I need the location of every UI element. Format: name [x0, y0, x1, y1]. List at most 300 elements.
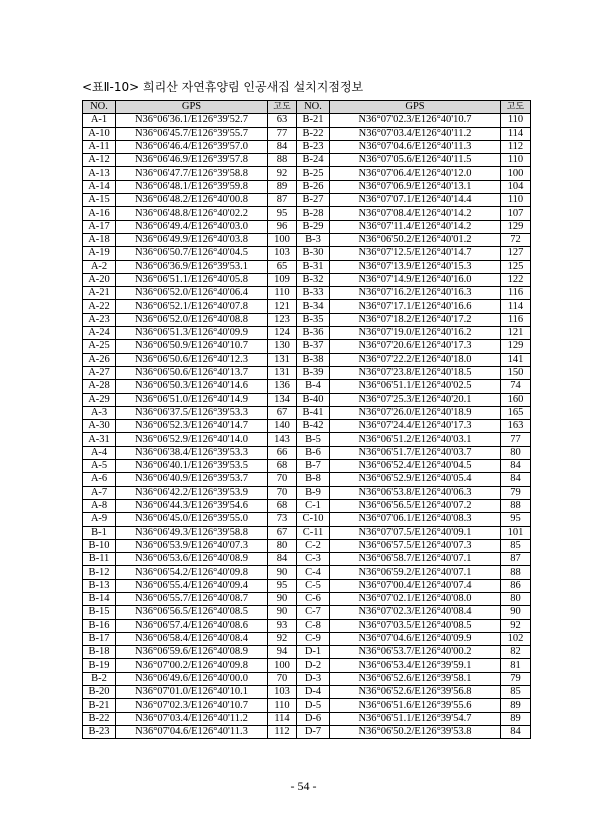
cell-gps-left: N36°06'45.0/E126°39'55.0 — [116, 513, 268, 526]
table-row — [83, 473, 531, 486]
cell-no-left: A-16 — [83, 207, 116, 220]
cell-gps-left: N36°06'49.3/E126°39'58.8 — [116, 526, 268, 539]
cell-altitude-left: 100 — [268, 233, 297, 246]
cell-no-right: C-9 — [297, 632, 330, 645]
cell-gps-right: N36°07'18.2/E126°40'17.2 — [330, 313, 501, 326]
cell-gps-right: N36°07'20.6/E126°40'17.3 — [330, 340, 501, 353]
cell-altitude-right: 85 — [501, 539, 531, 552]
table-row — [83, 579, 531, 592]
cell-altitude-left: 88 — [268, 154, 297, 167]
cell-gps-left: N36°06'38.4/E126°39'53.3 — [116, 446, 268, 459]
cell-no-left: B-10 — [83, 539, 116, 552]
cell-altitude-left: 87 — [268, 194, 297, 207]
cell-no-left: A-4 — [83, 446, 116, 459]
cell-altitude-left: 89 — [268, 180, 297, 193]
table-row — [83, 220, 531, 233]
cell-gps-right: N36°06'51.6/E126°39'55.6 — [330, 699, 501, 712]
cell-no-left: A-14 — [83, 180, 116, 193]
cell-altitude-right: 163 — [501, 420, 531, 433]
cell-no-right: C-1 — [297, 499, 330, 512]
cell-altitude-right: 89 — [501, 699, 531, 712]
table-row — [83, 366, 531, 379]
cell-no-right: B-32 — [297, 273, 330, 286]
cell-altitude-left: 96 — [268, 220, 297, 233]
cell-no-right: B-8 — [297, 473, 330, 486]
cell-altitude-right: 102 — [501, 632, 531, 645]
header-gps-right: GPS — [330, 101, 501, 114]
cell-altitude-right: 160 — [501, 393, 531, 406]
cell-no-right: B-40 — [297, 393, 330, 406]
header-no-left: NO. — [83, 101, 116, 114]
cell-gps-left: N36°06'36.9/E126°39'53.1 — [116, 260, 268, 273]
cell-gps-right: N36°06'53.7/E126°40'00.2 — [330, 646, 501, 659]
cell-altitude-right: 84 — [501, 460, 531, 473]
table-row — [83, 513, 531, 526]
cell-gps-left: N36°06'48.1/E126°39'59.8 — [116, 180, 268, 193]
table-row — [83, 207, 531, 220]
cell-altitude-right: 104 — [501, 180, 531, 193]
cell-altitude-right: 79 — [501, 486, 531, 499]
cell-gps-right: N36°07'04.6/E126°40'11.3 — [330, 140, 501, 153]
cell-altitude-right: 107 — [501, 207, 531, 220]
cell-no-left: A-19 — [83, 247, 116, 260]
cell-no-right: D-7 — [297, 725, 330, 738]
cell-altitude-left: 84 — [268, 553, 297, 566]
cell-no-left: A-12 — [83, 154, 116, 167]
cell-gps-right: N36°07'17.1/E126°40'16.6 — [330, 300, 501, 313]
cell-no-right: D-6 — [297, 712, 330, 725]
cell-gps-left: N36°06'40.1/E126°39'53.5 — [116, 460, 268, 473]
cell-no-right: B-4 — [297, 380, 330, 393]
cell-gps-right: N36°07'19.0/E126°40'16.2 — [330, 327, 501, 340]
cell-no-left: A-23 — [83, 313, 116, 326]
cell-no-left: B-19 — [83, 659, 116, 672]
cell-no-right: B-33 — [297, 287, 330, 300]
cell-no-right: C-5 — [297, 579, 330, 592]
table-row — [83, 273, 531, 286]
cell-gps-right: N36°07'00.4/E126°40'07.4 — [330, 579, 501, 592]
cell-altitude-right: 77 — [501, 433, 531, 446]
cell-gps-right: N36°06'57.5/E126°40'07.3 — [330, 539, 501, 552]
cell-no-right: D-5 — [297, 699, 330, 712]
cell-no-right: B-42 — [297, 420, 330, 433]
cell-no-left: A-18 — [83, 233, 116, 246]
cell-gps-left: N36°06'48.2/E126°40'00.8 — [116, 194, 268, 207]
cell-no-right: B-30 — [297, 247, 330, 260]
cell-gps-right: N36°06'50.2/E126°40'01.2 — [330, 233, 501, 246]
cell-altitude-right: 116 — [501, 287, 531, 300]
cell-altitude-right: 82 — [501, 646, 531, 659]
cell-gps-left: N36°06'44.3/E126°39'54.6 — [116, 499, 268, 512]
cell-no-right: B-24 — [297, 154, 330, 167]
gps-table — [82, 100, 531, 739]
cell-altitude-right: 101 — [501, 526, 531, 539]
cell-no-right: B-6 — [297, 446, 330, 459]
cell-altitude-right: 86 — [501, 579, 531, 592]
cell-gps-left: N36°06'53.9/E126°40'07.3 — [116, 539, 268, 552]
cell-no-right: D-3 — [297, 672, 330, 685]
table-row — [83, 539, 531, 552]
cell-altitude-right: 114 — [501, 127, 531, 140]
cell-altitude-left: 70 — [268, 672, 297, 685]
cell-altitude-right: 90 — [501, 606, 531, 619]
table-row — [83, 114, 531, 127]
cell-gps-right: N36°07'03.5/E126°40'08.5 — [330, 619, 501, 632]
cell-no-right: C-8 — [297, 619, 330, 632]
cell-altitude-left: 95 — [268, 579, 297, 592]
cell-no-left: A-20 — [83, 273, 116, 286]
table-row — [83, 300, 531, 313]
page-number: - 54 - — [290, 779, 317, 793]
cell-altitude-right: 100 — [501, 167, 531, 180]
cell-gps-left: N36°06'50.9/E126°40'10.7 — [116, 340, 268, 353]
cell-no-right: B-31 — [297, 260, 330, 273]
cell-altitude-right: 81 — [501, 659, 531, 672]
cell-gps-right: N36°06'52.6/E126°39'56.8 — [330, 686, 501, 699]
cell-no-right: C-10 — [297, 513, 330, 526]
cell-altitude-left: 92 — [268, 167, 297, 180]
cell-altitude-right: 87 — [501, 553, 531, 566]
table-caption: <표Ⅱ-10> 희리산 자연휴양림 인공새집 설치지점정보 — [82, 80, 364, 94]
cell-gps-right: N36°06'52.4/E126°40'04.5 — [330, 460, 501, 473]
cell-no-right: B-22 — [297, 127, 330, 140]
table-row — [83, 194, 531, 207]
table-row — [83, 499, 531, 512]
cell-altitude-left: 110 — [268, 699, 297, 712]
cell-altitude-right: 116 — [501, 313, 531, 326]
cell-altitude-left: 131 — [268, 353, 297, 366]
cell-altitude-right: 84 — [501, 725, 531, 738]
cell-no-right: D-2 — [297, 659, 330, 672]
cell-no-left: B-16 — [83, 619, 116, 632]
cell-altitude-right: 88 — [501, 499, 531, 512]
cell-no-right: D-4 — [297, 686, 330, 699]
cell-gps-right: N36°06'53.8/E126°40'06.3 — [330, 486, 501, 499]
cell-altitude-right: 122 — [501, 273, 531, 286]
cell-no-right: B-25 — [297, 167, 330, 180]
cell-no-left: A-22 — [83, 300, 116, 313]
cell-no-left: A-13 — [83, 167, 116, 180]
cell-altitude-left: 77 — [268, 127, 297, 140]
cell-gps-left: N36°06'50.7/E126°40'04.5 — [116, 247, 268, 260]
cell-altitude-right: 80 — [501, 592, 531, 605]
cell-gps-left: N36°07'00.2/E126°40'09.8 — [116, 659, 268, 672]
cell-no-left: A-26 — [83, 353, 116, 366]
cell-no-left: A-31 — [83, 433, 116, 446]
table-row — [83, 686, 531, 699]
cell-altitude-left: 103 — [268, 247, 297, 260]
cell-altitude-right: 150 — [501, 366, 531, 379]
table-row — [83, 486, 531, 499]
cell-no-right: B-41 — [297, 406, 330, 419]
cell-no-left: A-30 — [83, 420, 116, 433]
cell-altitude-left: 90 — [268, 592, 297, 605]
table-row — [83, 393, 531, 406]
cell-no-right: C-4 — [297, 566, 330, 579]
cell-altitude-right: 95 — [501, 513, 531, 526]
cell-altitude-right: 165 — [501, 406, 531, 419]
cell-gps-left: N36°07'02.3/E126°40'10.7 — [116, 699, 268, 712]
cell-gps-right: N36°07'22.2/E126°40'18.0 — [330, 353, 501, 366]
cell-altitude-right: 121 — [501, 327, 531, 340]
cell-gps-right: N36°06'56.5/E126°40'07.2 — [330, 499, 501, 512]
table-row — [83, 553, 531, 566]
cell-gps-left: N36°06'50.6/E126°40'12.3 — [116, 353, 268, 366]
cell-altitude-left: 68 — [268, 460, 297, 473]
cell-gps-left: N36°06'46.9/E126°39'57.8 — [116, 154, 268, 167]
cell-altitude-left: 73 — [268, 513, 297, 526]
cell-altitude-right: 79 — [501, 672, 531, 685]
cell-gps-left: N36°07'01.0/E126°40'10.1 — [116, 686, 268, 699]
cell-no-left: A-1 — [83, 114, 116, 127]
cell-gps-left: N36°06'58.4/E126°40'08.4 — [116, 632, 268, 645]
cell-altitude-right: 72 — [501, 233, 531, 246]
cell-gps-left: N36°06'52.1/E126°40'07.8 — [116, 300, 268, 313]
cell-gps-left: N36°06'45.7/E126°39'55.7 — [116, 127, 268, 140]
cell-no-left: A-17 — [83, 220, 116, 233]
cell-altitude-left: 65 — [268, 260, 297, 273]
cell-altitude-left: 140 — [268, 420, 297, 433]
cell-gps-left: N36°06'55.4/E126°40'09.4 — [116, 579, 268, 592]
table-row — [83, 592, 531, 605]
table-row — [83, 260, 531, 273]
cell-no-left: B-12 — [83, 566, 116, 579]
cell-altitude-left: 114 — [268, 712, 297, 725]
cell-altitude-left: 121 — [268, 300, 297, 313]
cell-gps-right: N36°06'51.1/E126°39'54.7 — [330, 712, 501, 725]
cell-altitude-left: 134 — [268, 393, 297, 406]
table-row — [83, 659, 531, 672]
cell-altitude-right: 89 — [501, 712, 531, 725]
cell-altitude-right: 141 — [501, 353, 531, 366]
header-no-right: NO. — [297, 101, 330, 114]
cell-no-right: B-29 — [297, 220, 330, 233]
cell-altitude-right: 92 — [501, 619, 531, 632]
table-row — [83, 699, 531, 712]
cell-gps-right: N36°06'50.2/E126°39'53.8 — [330, 725, 501, 738]
cell-no-left: B-14 — [83, 592, 116, 605]
cell-gps-left: N36°06'53.6/E126°40'08.9 — [116, 553, 268, 566]
cell-gps-left: N36°06'59.6/E126°40'08.9 — [116, 646, 268, 659]
cell-altitude-right: 125 — [501, 260, 531, 273]
cell-altitude-left: 103 — [268, 686, 297, 699]
cell-altitude-left: 67 — [268, 406, 297, 419]
table-row — [83, 566, 531, 579]
table-row — [83, 287, 531, 300]
cell-gps-right: N36°07'06.9/E126°40'13.1 — [330, 180, 501, 193]
cell-gps-right: N36°07'02.3/E126°40'08.4 — [330, 606, 501, 619]
cell-no-left: A-21 — [83, 287, 116, 300]
table-row — [83, 460, 531, 473]
cell-no-right: C-2 — [297, 539, 330, 552]
cell-altitude-right: 114 — [501, 300, 531, 313]
cell-gps-right: N36°07'05.6/E126°40'11.5 — [330, 154, 501, 167]
table-row — [83, 140, 531, 153]
cell-gps-left: N36°06'36.1/E126°39'52.7 — [116, 114, 268, 127]
cell-altitude-right: 80 — [501, 446, 531, 459]
cell-no-left: A-9 — [83, 513, 116, 526]
cell-gps-left: N36°06'48.8/E126°40'02.2 — [116, 207, 268, 220]
cell-gps-left: N36°06'49.9/E126°40'03.8 — [116, 233, 268, 246]
cell-no-left: A-3 — [83, 406, 116, 419]
cell-no-right: D-1 — [297, 646, 330, 659]
table-row — [83, 712, 531, 725]
cell-gps-left: N36°06'56.5/E126°40'08.5 — [116, 606, 268, 619]
cell-altitude-left: 123 — [268, 313, 297, 326]
table-row — [83, 646, 531, 659]
table-row — [83, 340, 531, 353]
table-row — [83, 632, 531, 645]
table-row — [83, 353, 531, 366]
cell-no-left: A-27 — [83, 366, 116, 379]
cell-gps-left: N36°07'03.4/E126°40'11.2 — [116, 712, 268, 725]
table-row — [83, 380, 531, 393]
cell-gps-left: N36°06'51.1/E126°40'05.8 — [116, 273, 268, 286]
cell-gps-left: N36°06'46.4/E126°39'57.0 — [116, 140, 268, 153]
table-row — [83, 233, 531, 246]
cell-gps-left: N36°06'52.0/E126°40'06.4 — [116, 287, 268, 300]
cell-no-right: C-6 — [297, 592, 330, 605]
cell-no-left: B-21 — [83, 699, 116, 712]
cell-no-left: A-8 — [83, 499, 116, 512]
cell-gps-left: N36°06'51.0/E126°40'14.9 — [116, 393, 268, 406]
cell-altitude-right: 112 — [501, 140, 531, 153]
header-gps-left: GPS — [116, 101, 268, 114]
cell-no-left: A-7 — [83, 486, 116, 499]
cell-gps-right: N36°07'07.5/E126°40'09.1 — [330, 526, 501, 539]
table-body — [83, 114, 531, 739]
cell-altitude-left: 80 — [268, 539, 297, 552]
cell-gps-left: N36°07'04.6/E126°40'11.3 — [116, 725, 268, 738]
cell-gps-right: N36°07'02.3/E126°40'10.7 — [330, 114, 501, 127]
cell-no-right: B-26 — [297, 180, 330, 193]
cell-no-left: B-20 — [83, 686, 116, 699]
cell-gps-right: N36°06'59.2/E126°40'07.1 — [330, 566, 501, 579]
table-row — [83, 672, 531, 685]
cell-no-right: B-7 — [297, 460, 330, 473]
cell-no-right: C-11 — [297, 526, 330, 539]
cell-no-left: B-2 — [83, 672, 116, 685]
cell-gps-right: N36°07'06.1/E126°40'08.3 — [330, 513, 501, 526]
cell-gps-left: N36°06'52.3/E126°40'14.7 — [116, 420, 268, 433]
cell-no-right: B-36 — [297, 327, 330, 340]
cell-gps-right: N36°07'14.9/E126°40'16.0 — [330, 273, 501, 286]
cell-no-left: B-23 — [83, 725, 116, 738]
cell-no-left: A-10 — [83, 127, 116, 140]
cell-no-right: B-21 — [297, 114, 330, 127]
table-row — [83, 619, 531, 632]
table-row — [83, 420, 531, 433]
cell-altitude-right: 88 — [501, 566, 531, 579]
cell-gps-right: N36°07'24.4/E126°40'17.3 — [330, 420, 501, 433]
cell-gps-left: N36°06'54.2/E126°40'09.8 — [116, 566, 268, 579]
cell-altitude-right: 129 — [501, 220, 531, 233]
cell-gps-right: N36°06'52.6/E126°39'58.1 — [330, 672, 501, 685]
cell-gps-right: N36°07'13.9/E126°40'15.3 — [330, 260, 501, 273]
table-row — [83, 433, 531, 446]
header-altitude-left: 고도 — [268, 101, 297, 114]
table-row — [83, 154, 531, 167]
table-row — [83, 327, 531, 340]
cell-no-left: B-11 — [83, 553, 116, 566]
cell-gps-right: N36°07'02.1/E126°40'08.0 — [330, 592, 501, 605]
cell-gps-right: N36°06'51.2/E126°40'03.1 — [330, 433, 501, 446]
cell-gps-right: N36°07'12.5/E126°40'14.7 — [330, 247, 501, 260]
header-row — [83, 101, 531, 114]
cell-altitude-left: 70 — [268, 486, 297, 499]
cell-gps-right: N36°07'11.4/E126°40'14.2 — [330, 220, 501, 233]
table-row — [83, 446, 531, 459]
cell-altitude-left: 109 — [268, 273, 297, 286]
cell-altitude-left: 66 — [268, 446, 297, 459]
cell-altitude-left: 90 — [268, 566, 297, 579]
cell-gps-right: N36°07'03.4/E126°40'11.2 — [330, 127, 501, 140]
cell-no-right: B-27 — [297, 194, 330, 207]
cell-altitude-left: 95 — [268, 207, 297, 220]
cell-altitude-left: 70 — [268, 473, 297, 486]
cell-no-right: B-5 — [297, 433, 330, 446]
cell-no-left: A-6 — [83, 473, 116, 486]
table-row — [83, 406, 531, 419]
cell-no-left: B-13 — [83, 579, 116, 592]
cell-no-right: B-37 — [297, 340, 330, 353]
cell-gps-left: N36°06'42.2/E126°39'53.9 — [116, 486, 268, 499]
cell-gps-right: N36°06'51.1/E126°40'02.5 — [330, 380, 501, 393]
cell-no-left: A-29 — [83, 393, 116, 406]
cell-gps-left: N36°06'51.3/E126°40'09.9 — [116, 327, 268, 340]
cell-altitude-left: 130 — [268, 340, 297, 353]
cell-gps-right: N36°07'08.4/E126°40'14.2 — [330, 207, 501, 220]
cell-gps-left: N36°06'52.9/E126°40'14.0 — [116, 433, 268, 446]
cell-no-left: B-22 — [83, 712, 116, 725]
cell-gps-left: N36°06'37.5/E126°39'53.3 — [116, 406, 268, 419]
cell-gps-right: N36°07'04.6/E126°40'09.9 — [330, 632, 501, 645]
table-row — [83, 526, 531, 539]
cell-no-right: B-9 — [297, 486, 330, 499]
cell-no-right: B-35 — [297, 313, 330, 326]
cell-altitude-left: 90 — [268, 606, 297, 619]
cell-altitude-left: 68 — [268, 499, 297, 512]
table-row — [83, 606, 531, 619]
cell-gps-left: N36°06'40.9/E126°39'53.7 — [116, 473, 268, 486]
cell-gps-right: N36°07'06.4/E126°40'12.0 — [330, 167, 501, 180]
table-row — [83, 313, 531, 326]
cell-no-right: B-39 — [297, 366, 330, 379]
cell-altitude-left: 124 — [268, 327, 297, 340]
cell-gps-right: N36°07'23.8/E126°40'18.5 — [330, 366, 501, 379]
table-row — [83, 180, 531, 193]
cell-altitude-left: 94 — [268, 646, 297, 659]
cell-altitude-left: 131 — [268, 366, 297, 379]
table-row — [83, 127, 531, 140]
cell-no-right: C-3 — [297, 553, 330, 566]
cell-altitude-left: 93 — [268, 619, 297, 632]
cell-gps-left: N36°06'52.0/E126°40'08.8 — [116, 313, 268, 326]
cell-altitude-left: 100 — [268, 659, 297, 672]
cell-altitude-left: 63 — [268, 114, 297, 127]
cell-altitude-left: 112 — [268, 725, 297, 738]
cell-altitude-right: 110 — [501, 194, 531, 207]
cell-altitude-left: 110 — [268, 287, 297, 300]
cell-no-left: A-15 — [83, 194, 116, 207]
cell-altitude-left: 67 — [268, 526, 297, 539]
cell-no-right: B-38 — [297, 353, 330, 366]
cell-gps-right: N36°07'26.0/E126°40'18.9 — [330, 406, 501, 419]
cell-altitude-left: 84 — [268, 140, 297, 153]
cell-gps-left: N36°06'57.4/E126°40'08.6 — [116, 619, 268, 632]
cell-altitude-right: 110 — [501, 114, 531, 127]
cell-no-left: A-11 — [83, 140, 116, 153]
